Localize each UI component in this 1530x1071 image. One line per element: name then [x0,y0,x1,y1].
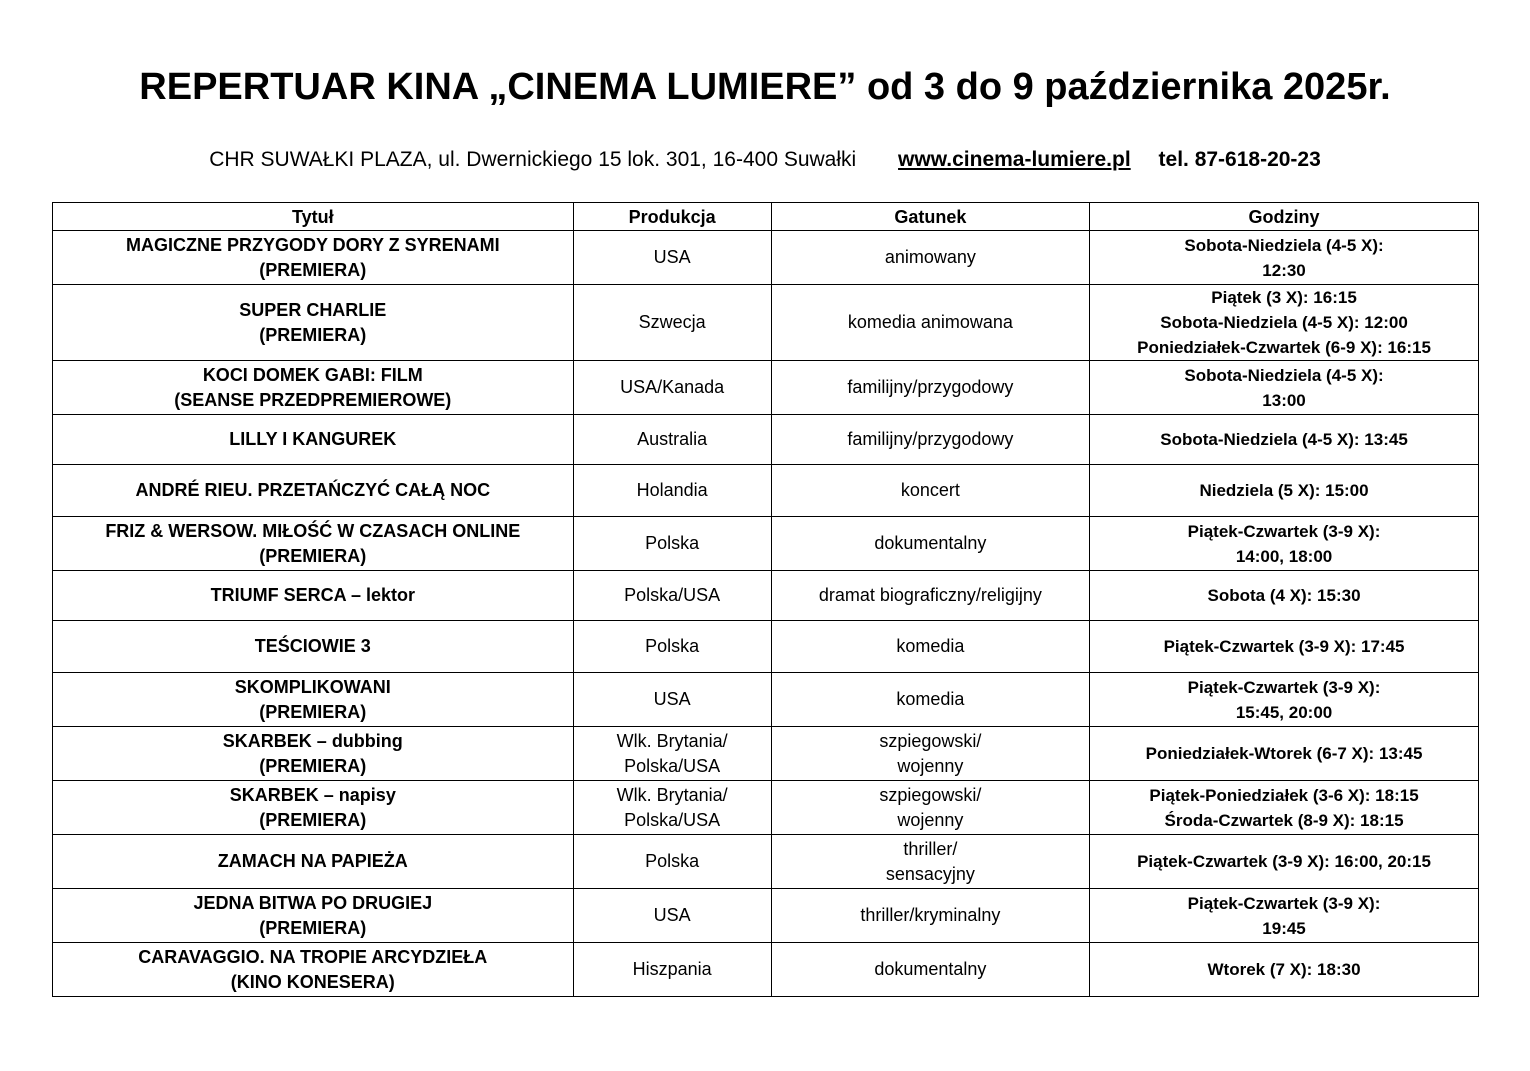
production-cell-line: Polska [645,851,700,871]
production-cell [573,943,771,997]
production-cell-line: Holandia [636,480,708,500]
movie-title-cell-line: (PREMIERA) [259,324,367,345]
table-row [53,889,1479,943]
genre-cell-line: animowany [884,247,976,267]
genre-cell-line: koncert [900,480,960,500]
showtimes-cell-line: Środa-Czwartek (8-9 X): 18:15 [1164,810,1404,830]
production-cell-line: Australia [637,429,708,449]
movie-title-cell-line: MAGICZNE PRZYGODY DORY Z SYRENAMI [125,234,500,255]
movie-title-cell [53,231,574,285]
showtimes-cell-line: 14:00, 18:00 [1235,546,1333,566]
genre-cell-line: wojenny [897,809,964,830]
production-cell [573,727,771,781]
showtimes-cell-line: 15:45, 20:00 [1235,702,1333,722]
cinema-address: CHR SUWAŁKI PLAZA, ul. Dwernickiego 15 lok. 301, 16-400 Suwałki [209,148,857,171]
showtimes-cell-line: 13:00 [1262,390,1306,410]
table-row [53,285,1479,361]
genre-cell-line: komedia animowana [847,312,1013,332]
showtimes-cell-line: Piątek-Czwartek (3-9 X): [1187,521,1381,541]
production-cell [573,231,771,285]
genre-cell [771,943,1089,997]
movie-title-cell [53,517,574,571]
showtimes-cell [1090,835,1479,889]
movie-title-cell-line: TRIUMF SERCA – lektor [210,585,415,605]
movie-title-cell-line: (PREMIERA) [259,755,367,776]
genre-cell-line: szpiegowski/ [879,730,982,751]
table-row [53,571,1479,621]
movie-title-cell-line: SKARBEK – dubbing [222,730,403,751]
showtimes-cell-line: Niedziela (5 X): 15:00 [1199,481,1369,500]
production-cell-line: Polska [645,533,700,553]
showtimes-cell-line: Piątek-Czwartek (3-9 X): 17:45 [1163,637,1405,656]
production-cell [573,465,771,517]
movie-title-cell [53,465,574,517]
movie-title-cell-line: (KINO KONESERA) [230,971,395,992]
production-cell [573,361,771,415]
genre-cell-line: szpiegowski/ [879,784,982,805]
showtimes-cell [1090,415,1479,465]
showtimes-cell-line: Sobota-Niedziela (4-5 X): 13:45 [1160,430,1408,449]
production-cell [573,571,771,621]
movie-title-cell [53,673,574,727]
production-cell [573,621,771,673]
genre-cell-line: thriller/ [903,838,958,859]
movie-title-cell-line: KOCI DOMEK GABI: FILM [202,364,423,385]
production-cell-line: Szwecja [638,312,706,332]
movie-title-cell [53,621,574,673]
genre-cell-line: komedia [896,689,965,709]
production-cell [573,835,771,889]
table-header-row [53,203,1479,231]
genre-cell-line: wojenny [897,755,964,776]
table-row [53,415,1479,465]
movie-title-cell [53,285,574,361]
genre-cell-line: dokumentalny [874,533,987,553]
showtimes-cell-line: Poniedziałek-Wtorek (6-7 X): 13:45 [1145,744,1423,763]
genre-cell [771,465,1089,517]
showtimes-cell-line: Poniedziałek-Czwartek (6-9 X): 16:15 [1137,338,1431,357]
production-cell [573,517,771,571]
table-row [53,673,1479,727]
movie-title-cell [53,571,574,621]
showtimes-cell [1090,889,1479,943]
phone-number: tel. 87-618-20-23 [1158,148,1321,171]
showtimes-cell [1090,517,1479,571]
genre-cell [771,571,1089,621]
movie-title-cell [53,889,574,943]
showtimes-cell [1090,943,1479,997]
movie-title-cell [53,415,574,465]
genre-cell [771,621,1089,673]
production-cell-line: USA [653,689,691,709]
showtimes-cell [1090,727,1479,781]
repertoire-table [52,202,1479,997]
table-row [53,517,1479,571]
movie-title-cell-line: (PREMIERA) [259,809,367,830]
genre-cell [771,727,1089,781]
showtimes-cell [1090,571,1479,621]
genre-cell-line: familijny/przygodowy [847,377,1014,397]
showtimes-cell-line: Piątek-Poniedziałek (3-6 X): 18:15 [1149,785,1419,805]
table-row [53,835,1479,889]
production-cell-line: Hiszpania [632,959,712,979]
genre-cell [771,415,1089,465]
table-row [53,727,1479,781]
movie-title-cell-line: TEŚCIOWIE 3 [254,636,371,656]
genre-cell [771,889,1089,943]
movie-title-cell [53,727,574,781]
showtimes-cell-line: Sobota-Niedziela (4-5 X): 12:00 [1160,313,1408,332]
showtimes-cell [1090,621,1479,673]
table-row [53,781,1479,835]
movie-title-cell-line: CARAVAGGIO. NA TROPIE ARCYDZIEŁA [138,946,488,967]
movie-title-cell-line: JEDNA BITWA PO DRUGIEJ [193,892,433,913]
movie-title-cell [53,943,574,997]
genre-cell [771,673,1089,727]
showtimes-cell-line: 12:30 [1262,260,1306,280]
column-header-title: Tytuł [53,203,574,231]
table-row [53,621,1479,673]
movie-title-cell-line: (PREMIERA) [259,545,367,566]
showtimes-cell [1090,285,1479,361]
movie-title-cell-line: (PREMIERA) [259,259,367,280]
showtimes-cell-line: Wtorek (7 X): 18:30 [1207,960,1361,979]
production-cell-line: USA [653,247,691,267]
movie-title-cell-line: SKOMPLIKOWANI [234,676,391,697]
website-link[interactable]: www.cinema-lumiere.pl [898,148,1131,171]
production-cell-line: USA [653,905,691,925]
showtimes-cell-line: Sobota-Niedziela (4-5 X): [1184,235,1384,255]
genre-cell [771,231,1089,285]
genre-cell-line: sensacyjny [885,863,975,884]
genre-cell [771,361,1089,415]
genre-cell [771,285,1089,361]
showtimes-cell-line: Piątek-Czwartek (3-9 X): 16:00, 20:15 [1137,852,1431,871]
showtimes-cell-line: Piątek-Czwartek (3-9 X): [1187,677,1381,697]
production-cell [573,285,771,361]
genre-cell [771,835,1089,889]
movie-title-cell [53,835,574,889]
column-header-hours: Godziny [1090,203,1479,231]
production-cell-line: USA/Kanada [620,377,725,397]
showtimes-cell-line: Piątek (3 X): 16:15 [1211,288,1357,307]
table-row [53,943,1479,997]
production-cell-line: Polska/USA [624,585,721,605]
showtimes-cell-line: Piątek-Czwartek (3-9 X): [1187,893,1381,913]
column-header-genre: Gatunek [771,203,1089,231]
showtimes-cell [1090,465,1479,517]
genre-cell-line: komedia [896,636,965,656]
movie-title-cell-line: ANDRÉ RIEU. PRZETAŃCZYĆ CAŁĄ NOC [135,480,491,500]
table-row [53,465,1479,517]
movie-title-cell [53,361,574,415]
column-header-production: Produkcja [573,203,771,231]
page-title: REPERTUAR KINA „CINEMA LUMIERE” od 3 do 9 października 2025r. [139,66,1391,108]
production-cell-line: Wlk. Brytania/ [616,730,728,751]
production-cell-line: Wlk. Brytania/ [616,784,728,805]
showtimes-cell [1090,231,1479,285]
showtimes-cell-line: Sobota (4 X): 15:30 [1207,586,1361,605]
genre-cell-line: familijny/przygodowy [847,429,1014,449]
showtimes-cell [1090,673,1479,727]
movie-title-cell-line: (PREMIERA) [259,701,367,722]
movie-title-cell-line: (SEANSE PRZEDPREMIEROWE) [174,389,452,410]
table-body [53,231,1479,997]
movie-title-cell-line: (PREMIERA) [259,917,367,938]
genre-cell-line: dramat biograficzny/religijny [818,585,1042,605]
table-row [53,231,1479,285]
production-cell [573,889,771,943]
genre-cell-line: thriller/kryminalny [860,905,1001,925]
production-cell-line: Polska [645,636,700,656]
showtimes-cell [1090,361,1479,415]
production-cell [573,673,771,727]
production-cell [573,415,771,465]
production-cell-line: Polska/USA [624,755,721,776]
production-cell-line: Polska/USA [624,809,721,830]
genre-cell [771,517,1089,571]
genre-cell [771,781,1089,835]
movie-title-cell-line: ZAMACH NA PAPIEŻA [217,851,408,871]
table-row [53,361,1479,415]
movie-title-cell-line: SKARBEK – napisy [229,784,396,805]
showtimes-cell-line: 19:45 [1262,918,1306,938]
genre-cell-line: dokumentalny [874,959,987,979]
showtimes-cell-line: Sobota-Niedziela (4-5 X): [1184,365,1384,385]
movie-title-cell-line: LILLY I KANGUREK [229,429,397,449]
movie-title-cell [53,781,574,835]
contact-info [0,148,1530,172]
showtimes-cell [1090,781,1479,835]
production-cell [573,781,771,835]
movie-title-cell-line: SUPER CHARLIE [239,299,387,320]
movie-title-cell-line: FRIZ & WERSOW. MIŁOŚĆ W CZASACH ONLINE [105,520,521,541]
